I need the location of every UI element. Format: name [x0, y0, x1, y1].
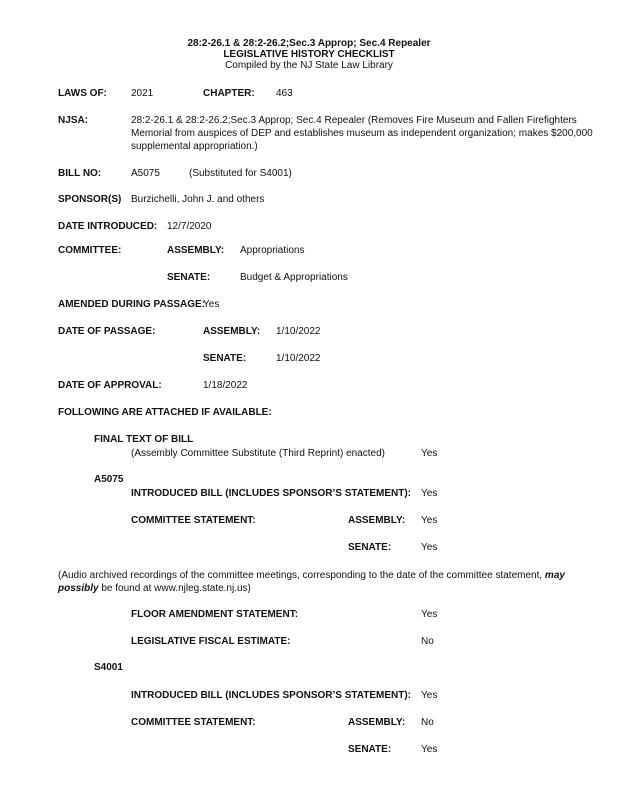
attached-heading: FOLLOWING ARE ATTACHED IF AVAILABLE:	[58, 407, 272, 418]
audio-note-before: (Audio archived recordings of the committee meetings, corresponding to the date of the committee statement,	[58, 570, 545, 581]
a5075-senate-value: Yes	[421, 542, 438, 553]
s4001-senate-label: SENATE:	[348, 744, 392, 755]
passage-senate-label: SENATE:	[203, 353, 247, 364]
chapter-value: 463	[276, 88, 293, 99]
passage-assembly-label: ASSEMBLY:	[203, 326, 261, 337]
a5075-assembly-value: Yes	[421, 515, 438, 526]
compiled-by: Compiled by the NJ State Law Library	[225, 60, 393, 71]
njsa-value: 28:2-26.1 & 28:2-26.2;Sec.3 Approp; Sec.4 Repealer (Removes Fire Museum and Fallen Firefighters Memorial from auspices of DEP and establishes museum as independent organization; makes $200,000 supplemental appropriation.)	[131, 115, 593, 152]
laws-of-label: LAWS OF:	[58, 88, 107, 99]
committee-senate-label: SENATE:	[167, 272, 211, 283]
floor-amendment-value: Yes	[421, 609, 438, 620]
amended-label: AMENDED DURING PASSAGE:	[58, 299, 206, 310]
a5075-label: A5075	[94, 474, 124, 485]
audio-note-after: be found at www.njleg.state.nj.us)	[98, 583, 251, 594]
final-text-detail: (Assembly Committee Substitute (Third Reprint) enacted)	[131, 448, 385, 459]
a5075-senate-label: SENATE:	[348, 542, 392, 553]
committee-label: COMMITTEE:	[58, 245, 122, 256]
amended-value: Yes	[203, 299, 220, 310]
s4001-committee-label: COMMITTEE STATEMENT:	[131, 717, 256, 728]
s4001-senate-value: Yes	[421, 744, 438, 755]
bill-no-label: BILL NO:	[58, 168, 102, 179]
bill-no-note: (Substituted for S4001)	[189, 168, 292, 179]
passage-senate-value: 1/10/2022	[276, 353, 321, 364]
a5075-assembly-label: ASSEMBLY:	[348, 515, 406, 526]
date-introduced-label: DATE INTRODUCED:	[58, 221, 158, 232]
fiscal-estimate-label: LEGISLATIVE FISCAL ESTIMATE:	[131, 636, 291, 647]
date-of-passage-label: DATE OF PASSAGE:	[58, 326, 156, 337]
final-text-label: FINAL TEXT OF BILL	[94, 434, 194, 445]
final-text-value: Yes	[421, 448, 438, 459]
s4001-introduced-label: INTRODUCED BILL (INCLUDES SPONSOR’S STATEMENT):	[131, 690, 411, 701]
s4001-introduced-value: Yes	[421, 690, 438, 701]
date-of-approval-value: 1/18/2022	[203, 380, 248, 391]
document-title: 28:2-26.1 & 28:2-26.2;Sec.3 Approp; Sec.4 Repealer	[187, 38, 431, 49]
date-of-approval-label: DATE OF APPROVAL:	[58, 380, 162, 391]
a5075-introduced-label: INTRODUCED BILL (INCLUDES SPONSOR’S STATEMENT):	[131, 488, 411, 499]
sponsors-value: Burzichelli, John J. and others	[131, 194, 265, 205]
fiscal-estimate-value: No	[421, 636, 434, 647]
s4001-label: S4001	[94, 662, 123, 673]
s4001-assembly-value: No	[421, 717, 434, 728]
document-subtitle: LEGISLATIVE HISTORY CHECKLIST	[223, 49, 395, 60]
floor-amendment-label: FLOOR AMENDMENT STATEMENT:	[131, 609, 299, 620]
committee-assembly-label: ASSEMBLY:	[167, 245, 225, 256]
committee-assembly-value: Appropriations	[240, 245, 305, 256]
bill-no-value: A5075	[131, 168, 160, 179]
sponsors-label: SPONSOR(S)	[58, 194, 122, 205]
njsa-label: NJSA:	[58, 115, 89, 126]
a5075-introduced-value: Yes	[421, 488, 438, 499]
passage-assembly-value: 1/10/2022	[276, 326, 321, 337]
laws-of-value: 2021	[131, 88, 154, 99]
a5075-committee-label: COMMITTEE STATEMENT:	[131, 515, 256, 526]
audio-note-emphasis: may possibly	[58, 570, 565, 594]
s4001-assembly-label: ASSEMBLY:	[348, 717, 406, 728]
committee-senate-value: Budget & Appropriations	[240, 272, 348, 283]
chapter-label: CHAPTER:	[203, 88, 255, 99]
date-introduced-value: 12/7/2020	[167, 221, 212, 232]
audio-note	[58, 569, 598, 595]
